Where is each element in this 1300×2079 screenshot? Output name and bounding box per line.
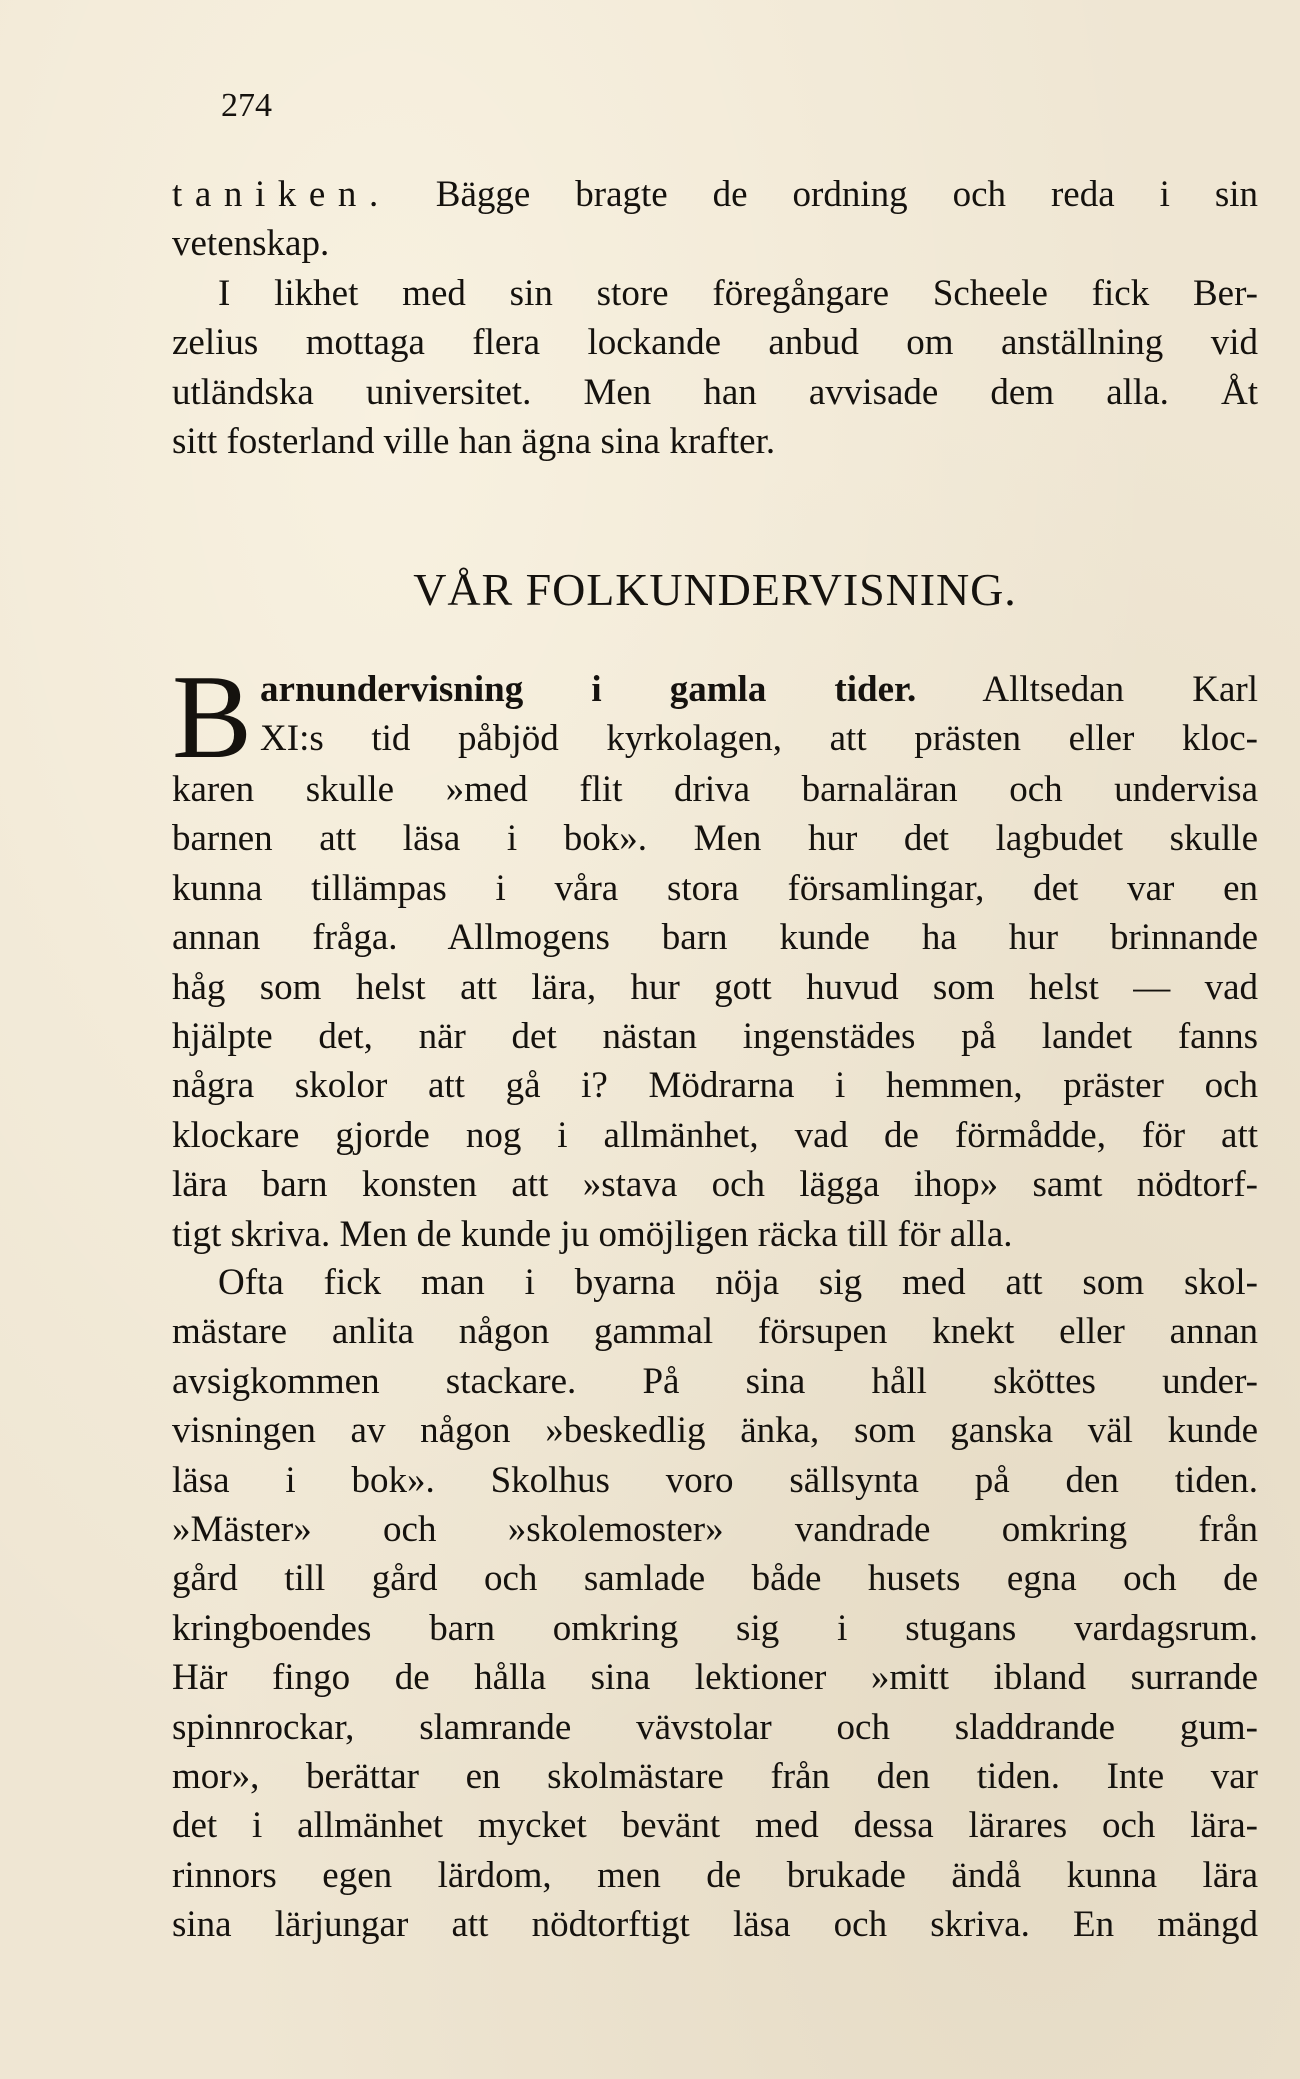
text-line: Ofta fick man i byarna nöja sig med att som skol- [218,1262,1258,1303]
text-line [172,665,1258,714]
text-line [172,170,1258,219]
text-line: gård till gård och samlade både husets egna och de [172,1558,1258,1600]
text-line: läsa i bok». Skolhus voro sällsynta på den tiden. [172,1459,1258,1501]
paragraph-skolmastare [172,1258,1258,1949]
section-lead-bold: arnundervisning i gamla tider. [260,669,917,710]
text-line: lära barn konsten att »stava och lägga ihop» samt nödtorf- [172,1164,1258,1206]
text-line: zelius mottaga flera lockande anbud om anställning vid [172,322,1258,364]
paragraph-berzelius [172,170,1258,466]
text-line: rinnors egen lärdom, men de brukade ändå kunna lära [172,1854,1258,1896]
text-line: sitt fosterland ville han ägna sina krafter. [172,420,776,462]
text-fragment: Bägge bragte de ordning och reda i sin [435,174,1259,215]
text-line: det i allmänhet mycket bevänt med dessa lärares och lära- [172,1805,1258,1847]
text-line: spinnrockar, slamrande vävstolar och sladdrande gum- [172,1706,1258,1748]
text-line: Här fingo de hålla sina lektioner »mitt ibland surrande [172,1657,1258,1699]
text-line: hjälpte det, när det nästan ingenstädes på landet fanns [172,1015,1258,1057]
text-line: kringboendes barn omkring sig i stugans vardagsrum. [172,1607,1258,1649]
drop-cap: B [172,650,253,783]
text-line: I likhet med sin store föregångare Scheele fick Ber- [218,272,1258,314]
text-line: kunna tillämpas i våra stora församlingar, det var en [172,867,1258,909]
text-line: visningen av någon »beskedlig änka, som ganska väl kunde [172,1410,1258,1452]
spaced-word: taniken. [172,174,391,215]
chapter-heading: VÅR FOLKUNDERVISNING. [413,564,1017,615]
text-line: mästare anlita någon gammal försupen knekt eller annan [172,1311,1258,1353]
text-line: klockare gjorde nog i allmänhet, vad de förmådde, för att [172,1114,1258,1156]
text-line: några skolor att gå i? Mödrarna i hemmen, präster och [172,1065,1258,1107]
text-line: barnen att läsa i bok». Men hur det lagbudet skulle [172,818,1258,860]
text-line: vetenskap. [172,223,330,265]
text-fragment: Alltsedan Karl [982,669,1259,710]
text-line: sina lärjungar att nödtorftigt läsa och skriva. En mängd [172,1904,1258,1946]
text-line: avsigkommen stackare. På sina håll sköttes under- [172,1360,1258,1402]
text-line: håg som helst att lära, hur gott huvud som helst — vad [172,966,1258,1008]
text-line: mor», berättar en skolmästare från den tiden. Inte var [172,1755,1258,1797]
text-line: tigt skriva. Men de kunde ju omöjligen räcka till för alla. [172,1213,1013,1255]
text-line: annan fråga. Allmogens barn kunde ha hur brinnande [172,917,1258,959]
text-line: XI:s tid påbjöd kyrkolagen, att prästen eller kloc- [260,718,1258,760]
page-number: 274 [221,87,272,124]
paragraph-barnundervisning [172,650,1259,1259]
text-line: karen skulle »med flit driva barnaläran och undervisa [172,769,1258,810]
text-line: utländska universitet. Men han avvisade dem alla. Åt [172,371,1258,413]
text-line: »Mäster» och »skolemoster» vandrade omkring från [172,1508,1258,1550]
